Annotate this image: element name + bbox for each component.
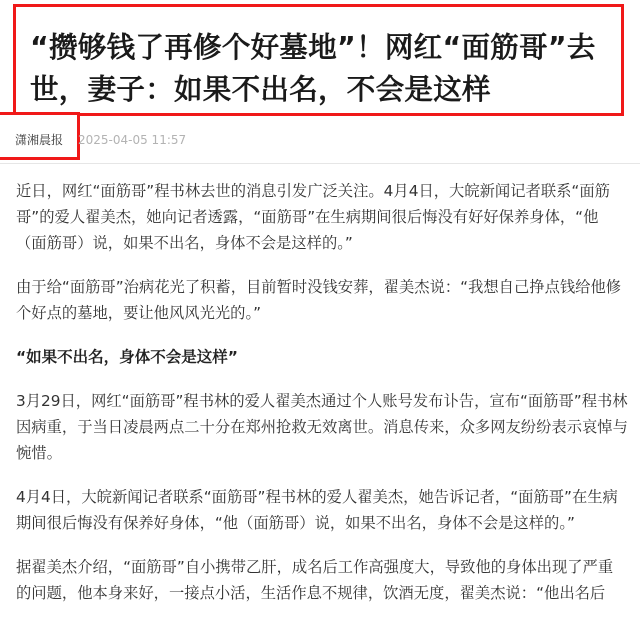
paragraph-5: 据翟美杰介绍，“面筋哥”自小携带乙肝，成名后工作高强度大，导致他的身体出现了严重的问题，他本身来好，一接点小活，生活作息不规律，饮酒无度，翟美杰说：“他出名后 [16,558,614,602]
paragraph-4: 4月4日，大皖新闻记者联系“面筋哥”程书林的爱人翟美杰，她告诉记者，“面筋哥”在生病期间很后悔没有保养好身体，“他（面筋哥）说，如果不出名，身体不会是这样的。” [16,488,618,532]
headline-highlight-box [13,4,624,116]
article-headline: “攒够钱了再修个好墓地”！网红“面筋哥”去世，妻子：如果不出名，不会是这样 [30,31,596,106]
article-date: 2025-04-05 11:57 [78,133,187,147]
paragraph-3: 3月29日，网红“面筋哥”程书林的爱人翟美杰通过个人账号发布讣告，宣布“面筋哥”程书林因病重，于当日凌晨两点二十分在郑州抢救无效离世。消息传来，众多网友纷纷表示哀悼与惋惜。 [16,392,628,462]
article-source[interactable]: 潇湘晨报 [15,133,64,147]
meta-divider [0,163,640,164]
paragraph-2: 由于给“面筋哥”治病花光了积蓄，目前暂时没钱安葬，翟美杰说：“我想自己挣点钱给他修个好点的墓地，要让他风风光光的。” [16,278,622,322]
article-body [16,178,628,624]
paragraph-1: 近日，网红“面筋哥”程书林去世的消息引发广泛关注。4月4日，大皖新闻记者联系“面筋哥”的爱人翟美杰，她向记者透露，“面筋哥”在生病期间很后悔没有好好保养身体，“他（面筋哥）说，如果不出名，身体不会是这样的。” [16,182,610,252]
article-subheading: “如果不出名，身体不会是这样” [16,348,238,366]
